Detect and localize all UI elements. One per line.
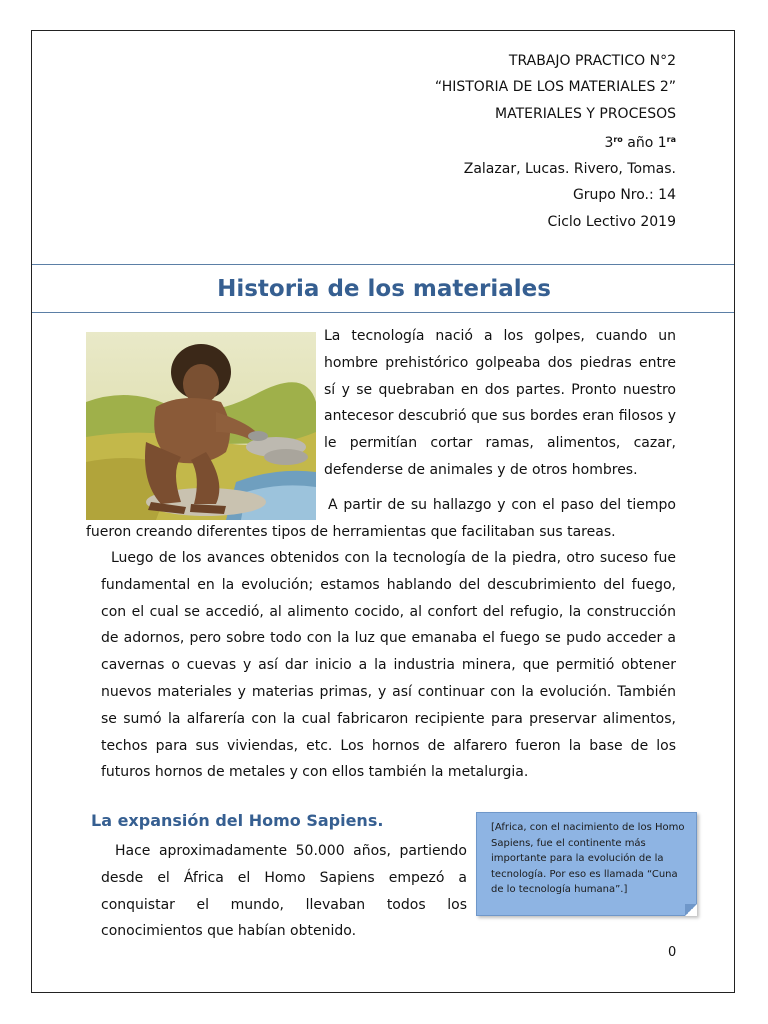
header-line-title: “HISTORIA DE LOS MATERIALES 2” (434, 79, 676, 96)
hallazgo-paragraph: A partir de su hallazgo y con el paso del tiempo fueron creando diferentes tipos de herramientas que facilitaban sus tareas. (86, 497, 676, 540)
page-title: Historia de los materiales (217, 276, 551, 302)
sidebar-note-text: [Africa, con el nacimiento de los Homo Sapiens, fue el continente más importante para la evolución de la tecnología. Por eso es llamada “Cuna de lo tecnología humana”.] (491, 822, 685, 896)
sidebar-note (476, 812, 697, 916)
header-course: $3^{ro}$ año $1^{ra}$ (604, 134, 676, 151)
intro-paragraph: La tecnología nació a los golpes, cuando un hombre prehistórico golpeaba dos piedras entre sí y se quebraban en dos partes. Pronto nuestro antecesor descubrió que sus bordes eran filosos y le permitían cortar ramas, alimentos, cazar, defenderse de animales y de otros hombres. (324, 328, 676, 478)
header-line-subject: MATERIALES Y PROCESOS (495, 105, 676, 122)
page-number: 0 (668, 945, 677, 960)
header-group: Grupo Nro.: 14 (572, 187, 676, 204)
document-header (435, 48, 676, 235)
fuego-paragraph: Luego de los avances obtenidos con la tecnología de la piedra, otro suceso fue fundamental en la evolución; estamos hablando del descubrimiento del fuego, con el cual se accedió, al alimento cocido, al confort del refugio, la construcción de adornos, pero sobre todo con la luz que emanaba el fuego se pudo acceder a cavernas o cuevas y así dar inicio a la industria minera, que permitió obtener nuevos materiales y materias primas, y así continuar con la evolución. También se sumó la alfarería con la cual fabricaron recipiente para preservar alimentos, techos para sus viviendas, etc. Los hornos de alfarero fueron la base de los futuros hornos de metales y con ellos también la metalurgia. (101, 550, 676, 781)
sapiens-paragraph: Hace aproximadamente 50.000 años, partiendo desde el África el Homo Sapiens empezó a conquistar el mundo, llevaban todos los conocimientos que habían obtenido. (101, 843, 467, 940)
page-curl (685, 904, 697, 916)
header-line-tp: TRABAJO PRACTICO N°2 (508, 53, 676, 69)
header-authors: Zalazar, Lucas. Rivero, Tomas. (463, 161, 676, 178)
section-heading: La expansión del Homo Sapiens. (91, 811, 384, 830)
header-cycle: Ciclo Lectivo 2019 (547, 213, 676, 230)
